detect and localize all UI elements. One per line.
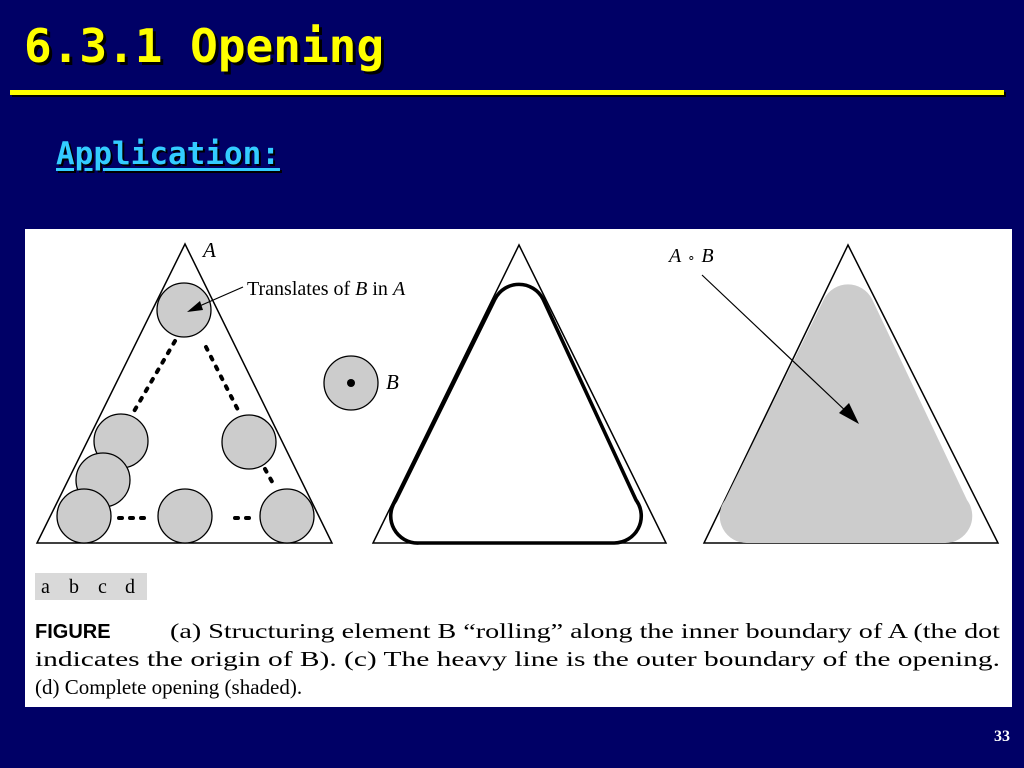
panel-b (324, 356, 399, 410)
slide-subtitle: Application: (56, 136, 280, 172)
caption-line-1: (a) Structuring element B “rolling” along the inner boundary of A (the dot (170, 619, 1001, 643)
rolling-path-right (206, 347, 239, 412)
figure-panel (25, 229, 1012, 707)
opening-outer-boundary (391, 284, 642, 543)
title-underline (10, 90, 1004, 95)
translate-circle-right (222, 415, 276, 469)
origin-dot (347, 379, 355, 387)
panel-letter-a: a (41, 576, 50, 598)
panel-c (373, 245, 666, 543)
rolling-path-right-lower (265, 469, 275, 487)
panel-letter-c: c (98, 576, 107, 598)
rolling-path-left (133, 341, 175, 413)
translate-circle-bottom-left (57, 489, 111, 543)
panel-letter-d: d (125, 576, 135, 598)
label-A-panel-a: A (203, 238, 216, 262)
figure-caption (35, 619, 1000, 699)
callout-translates: Translates of B in A (247, 278, 406, 300)
panel-d (667, 245, 998, 543)
caption-line-2: indicates the origin of B). (c) The heavy line is the outer boundary of the opening. (35, 647, 1000, 671)
label-B: B (386, 370, 399, 394)
caption-line-3: (d) Complete opening (shaded). (35, 675, 303, 699)
panel-letter-b: b (69, 576, 79, 598)
caption-heading: FIGURE (35, 621, 111, 643)
page-number: 33 (994, 728, 1010, 745)
triangle-c (373, 245, 666, 543)
translate-circle-bottom-middle (158, 489, 212, 543)
label-A-open-B: A ∘ B (669, 245, 714, 267)
figure-illustration (25, 229, 1012, 707)
panel-letter-strip (35, 573, 147, 600)
slide-title: 6.3.1 Opening (24, 19, 385, 73)
translate-circle-bottom-right (260, 489, 314, 543)
